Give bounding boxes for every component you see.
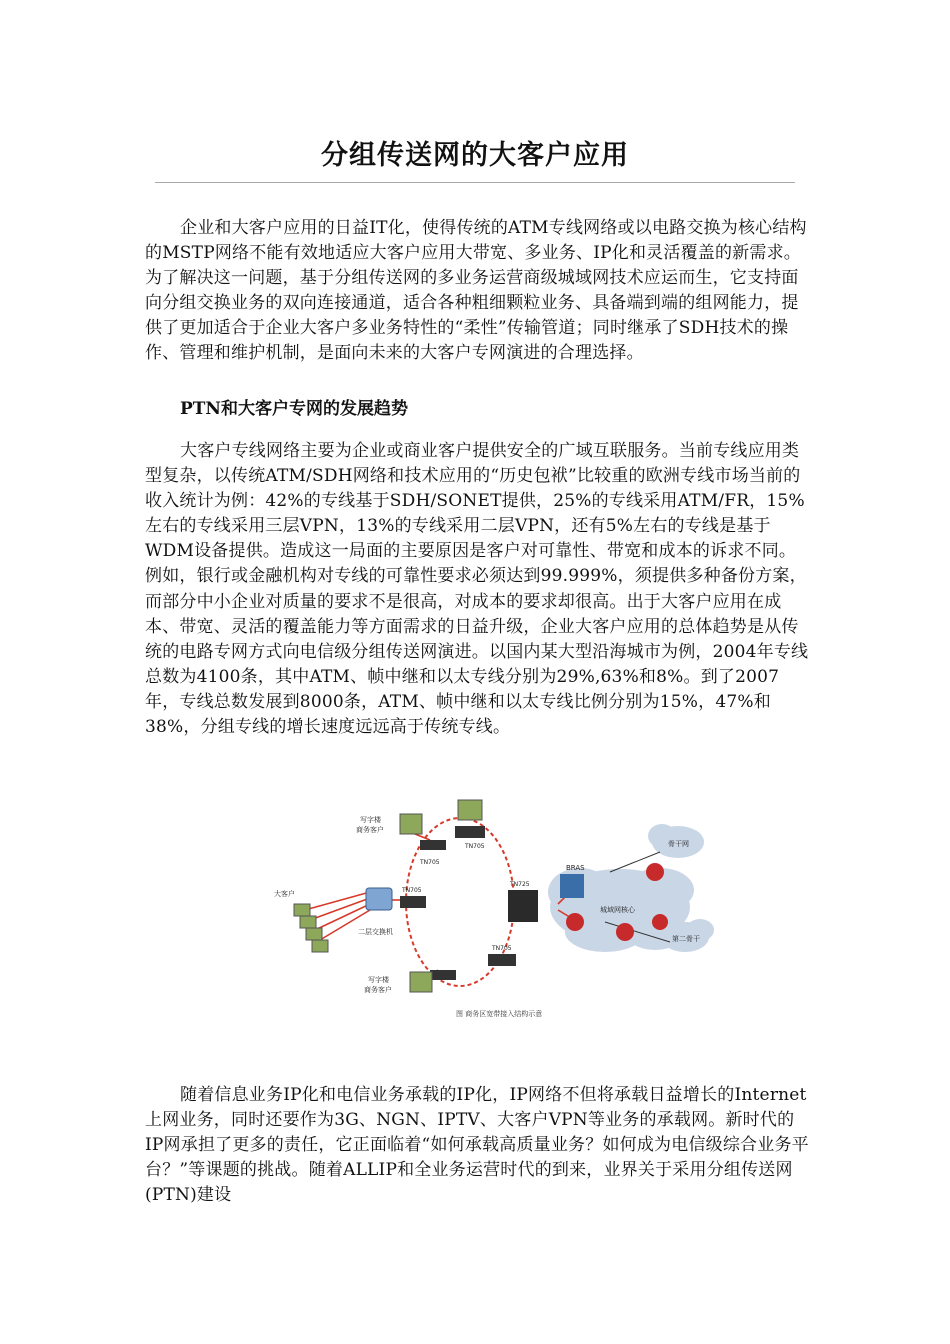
ring-node-lower-left	[430, 970, 456, 980]
label-bras: BRAS	[566, 864, 585, 872]
label-tn705-a: TN705	[420, 859, 440, 866]
building-icon-top	[400, 814, 422, 834]
label-office-bottom: 写字楼	[368, 976, 389, 984]
ring-node-left	[400, 896, 426, 908]
label-tn705-b: TN705	[465, 843, 485, 850]
core-router-3	[646, 863, 664, 881]
label-second-trunk: 第二骨干	[672, 935, 700, 943]
paragraph-ip: 随着信息业务IP化和电信业务承载的IP化，IP网络不但将承载日益增长的Internet上网业务，同时还要作为3G、NGN、IPTV、大客户VPN等业务的承载网。新时代的IP网承担了更多的责任，它正面临着“如何承载高质量业务？如何成为电信级综合业务平台？”等课题的挑战。随着ALLIP和全业务运营时代的到来，业界关于采用分组传送网(PTN)建设	[145, 1085, 809, 1206]
label-tn705-c: TN705	[402, 887, 422, 894]
label-tn705-d: TN705	[492, 945, 512, 952]
customer-icon-4	[312, 940, 328, 952]
ring-node-bottom	[488, 954, 516, 966]
customer-icon-2	[300, 916, 316, 928]
l2-switch-icon	[366, 888, 392, 910]
tn725-node	[508, 890, 538, 922]
core-router-1	[566, 913, 584, 931]
page-title: 分组传送网的大客户应用	[321, 140, 629, 171]
ring-node-upper-left	[420, 840, 446, 850]
ring-node-top	[455, 826, 485, 838]
title-divider	[155, 182, 795, 183]
figure-caption: 图 商务区宽带接入结构示意	[456, 1010, 543, 1018]
label-switch: 二层交换机	[358, 928, 393, 936]
building-icon-bottom	[410, 972, 432, 992]
section-heading: PTN和大客户专网的发展趋势	[180, 399, 408, 419]
bras-router	[560, 874, 584, 898]
label-big-customer: 大客户	[274, 890, 295, 898]
label-tn725: TN725	[510, 881, 530, 888]
label-office-top: 写字楼	[360, 816, 381, 824]
label-backbone: 骨干网	[668, 840, 689, 848]
label-office-top-sub: 商务客户	[356, 826, 384, 834]
paragraph-trend: 大客户专线网络主要为企业或商业客户提供安全的广域互联服务。当前专线应用类型复杂，以传统ATM/SDH网络和技术应用的“历史包袱”比较重的欧洲专线市场当前的收入统计为例：42%的专线基于SDH/SONET提供，25%的专线采用ATM/FR，15%左右的专线采用三层VPN，13%的专线采用二层VPN，还有5%左右的专线是基于WDM设备提供。造成这一局面的主要原因是客户对可靠性、带宽和成本的诉求不同。例如，银行或金融机构对专线的可靠性要求必须达到99.999%，须提供多种备份方案，而部分中小企业对质量的要求不是很高，对成本的要求却很高。出于大客户应用在成本、带宽、灵活的覆盖能力等方面需求的日益升级，企业大客户应用的总体趋势是从传统的电路专网方式向电信级分组传送网演进。以国内某大型沿海城市为例，2004年专线总数为4100条，其中ATM、帧中继和以太专线分别为29%,63%和8%。到了2007年，专线总数发展到8000条，ATM、帧中继和以太专线比例分别为15%，47%和38%，分组专线的增长速度远远高于传统专线。	[145, 441, 809, 738]
network-diagram	[260, 792, 732, 1028]
customer-icon-3	[306, 928, 322, 940]
label-metro-core: 城域网核心	[600, 906, 635, 914]
building-icon-top-right	[458, 800, 482, 820]
core-router-2	[616, 923, 634, 941]
core-router-4	[652, 914, 668, 930]
customer-icon-1	[294, 904, 310, 916]
paragraph-intro: 企业和大客户应用的日益IT化，使得传统的ATM专线网络或以电路交换为核心结构的MSTP网络不能有效地适应大客户应用大带宽、多业务、IP化和灵活覆盖的新需求。为了解决这一问题，基于分组传送网的多业务运营商级城域网技术应运而生，它支持面向分组交换业务的双向连接通道，适合各种粗细颗粒业务、具备端到端的组网能力，提供了更加适合于企业大客户多业务特性的“柔性”传输管道；同时继承了SDH技术的操作、管理和维护机制，是面向未来的大客户专网演进的合理选择。	[145, 218, 807, 364]
label-office-bottom-sub: 商务客户	[364, 986, 392, 994]
